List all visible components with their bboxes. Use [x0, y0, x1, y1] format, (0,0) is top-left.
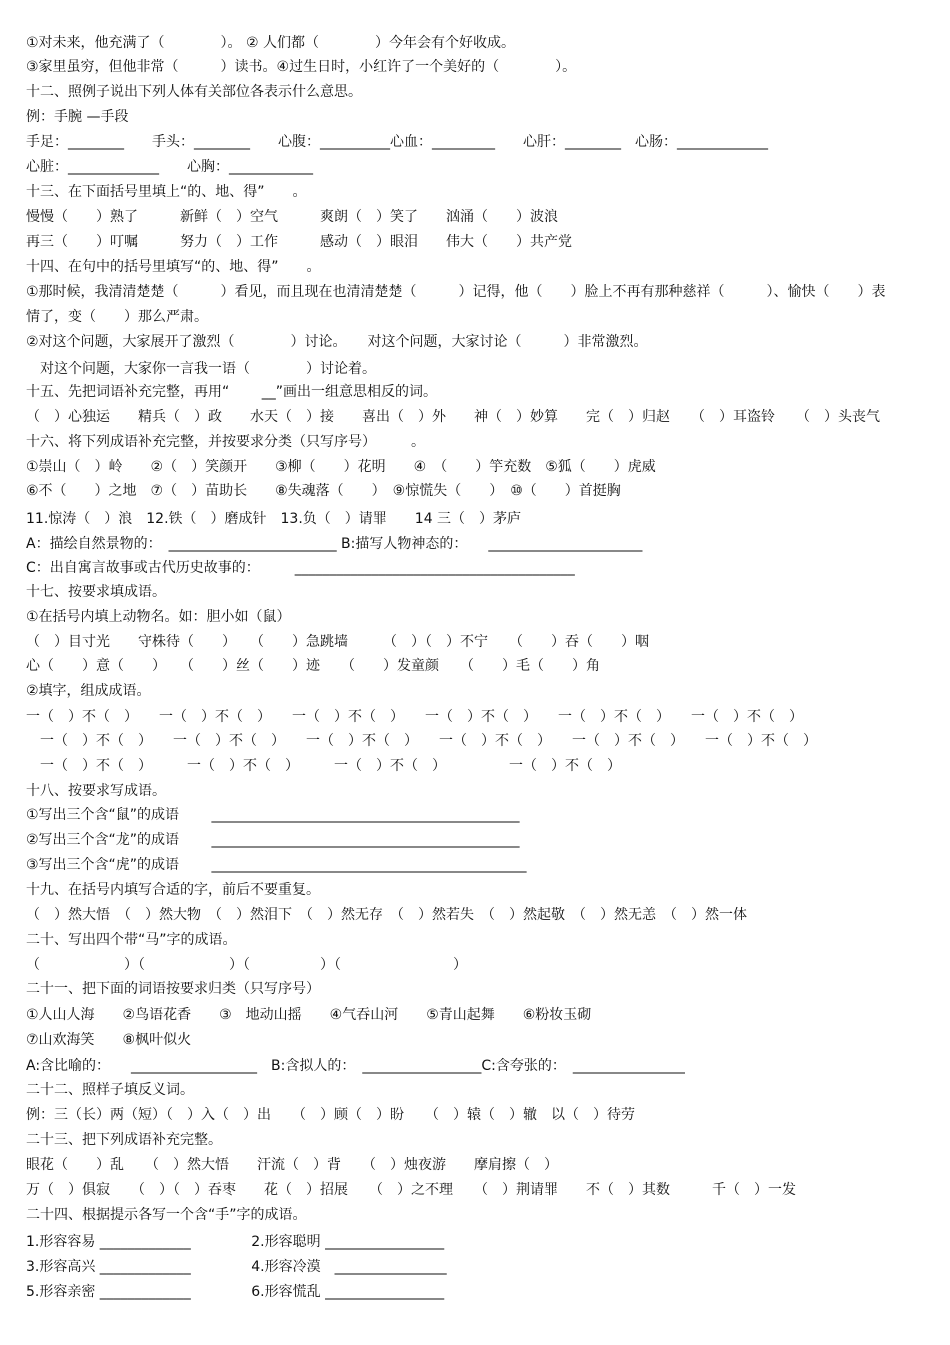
section-heading: 十二、照例子说出下列人体有关部位各表示什么意思。 — [26, 84, 362, 100]
text-line: ①对未来，他充满了（ ）。 ② 人们都（ ）今年会有个好收成。 — [26, 35, 515, 51]
text-line: 3.形容高兴 _____________ 4.形容冷漠 ________________ — [26, 1259, 447, 1275]
text-line: ②对这个问题，大家展开了激烈（ ）讨论。 对这个问题，大家讨论（ ）非常激烈。 — [26, 334, 648, 350]
section-heading: 二十二、照样子填反义词。 — [26, 1082, 194, 1098]
section-heading: 二十一、把下面的词语按要求归类（只写序号） — [26, 981, 320, 997]
section-heading: 十四、在句中的括号里填写“的、地、得” 。 — [26, 259, 321, 275]
text-line: ②填字，组成成语。 — [26, 683, 151, 699]
text-line: 再三（ ）叮嘱 努力（ ）工作 感动（ ）眼泪 伟大（ ）共产党 — [26, 234, 572, 250]
text-line: 例：手腕 —手段 — [26, 109, 129, 125]
section-heading: 十七、按要求填成语。 — [26, 584, 166, 600]
text-line: 心（ ）意（ ） （ ）丝（ ）迹 （ ）发童颜 （ ）毛（ ）角 — [26, 658, 600, 674]
text-line: 例：三（长）两（短）（ ）入（ ）出 （ ）顾（ ）盼 （ ）辕（ ）辙 以（ ）待劳 — [26, 1107, 635, 1123]
text-line: 对这个问题，大家你一言我一语（ ）讨论着。 — [26, 361, 376, 377]
text-line: C：出自寓言故事或古代历史故事的： ________________________________________ — [26, 560, 575, 576]
text-line: ⑥不（ ）之地 ⑦（ ）苗助长 ⑧失魂落（ ） ⑨惊慌失（ ） ⑩（ ）首挺胸 — [26, 483, 621, 499]
text-line: （ ）然大悟 （ ）然大物 （ ）然泪下 （ ）然无存 （ ）然若失 （ ）然起敬 （ ）然无恙 （ ）然一体 — [26, 907, 747, 923]
section-heading: 二十三、把下列成语补充完整。 — [26, 1132, 222, 1148]
text-line: A:含比喻的： __________________ B:含拟人的： _________________C:含夸张的： ________________ — [26, 1058, 685, 1074]
text-line: ⑦山欢海笑 ⑧枫叶似火 — [26, 1032, 192, 1048]
text-line: ①人山人海 ②鸟语花香 ③ 地动山摇 ④气吞山河 ⑤青山起舞 ⑥粉妆玉砌 — [26, 1007, 592, 1023]
section-heading: 二十四、根据提示各写一个含“手”字的成语。 — [26, 1207, 307, 1223]
text-line: 万（ ）俱寂 （ ）（ ）吞枣 花（ ）招展 （ ）之不理 （ ）荆请罪 不（ ）其数 千（ ）一发 — [26, 1182, 796, 1198]
section-heading: 十九、在括号内填写合适的字，前后不要重复。 — [26, 882, 320, 898]
text-line: 慢慢（ ）熟了 新鲜（ ）空气 爽朗（ ）笑了 汹涌（ ）波浪 — [26, 209, 558, 225]
section-heading: 十三、在下面括号里填上“的、地、得” 。 — [26, 184, 307, 200]
text-line: 心脏：_____________ 心胸：____________ — [26, 159, 313, 175]
text-line: 5.形容亲密 _____________ 6.形容慌乱 _________________ — [26, 1284, 445, 1300]
text-line: 手足：________ 手头：________ 心腹：__________心血：_________ 心肝：________ 心肠：_____________ — [26, 134, 768, 150]
text-line: ①那时候，我清清楚楚（ ）看见，而且现在也清清楚楚（ ）记得，他（ ）脸上不再有那种慈祥（ ）、愉快（ ）表 — [26, 284, 886, 300]
text-line: 1.形容容易 _____________ 2.形容聪明 _________________ — [26, 1234, 445, 1250]
text-line: 一（ ）不（ ） 一（ ）不（ ） 一（ ）不（ ） 一（ ）不（ ） — [26, 758, 621, 774]
text-line: 一（ ）不（ ） 一（ ）不（ ） 一（ ）不（ ） 一（ ）不（ ） 一（ ）不（ ） 一（ ）不（ ） — [26, 733, 817, 749]
text-line: （ ）心独运 精兵（ ）政 水天（ ）接 喜出（ ）外 神（ ）妙算 完（ ）归赵 （ ）耳盗铃 （ ）头丧气 — [26, 409, 880, 425]
text-line: ③家里虽穷，但他非常（ ）读书。④过生日时，小红许了一个美好的（ ）。 — [26, 59, 577, 75]
text-line: （ ）目寸光 守株待（ ） （ ）急跳墙 （ ）（ ）不宁 （ ）吞（ ）咽 — [26, 634, 649, 650]
text-line: ①写出三个含“鼠”的成语 ____________________________________________ — [26, 807, 520, 823]
section-heading: 十六、将下列成语补充完整，并按要求分类（只写序号） 。 — [26, 434, 425, 450]
section-heading: 十五、先把词语补充完整，再用“ __”画出一组意思相反的词。 — [26, 384, 437, 400]
text-line: ①崇山（ ）岭 ②（ ）笑颜开 ③柳（ ）花明 ④ （ ）竽充数 ⑤狐（ ）虎威 — [26, 459, 656, 475]
text-line: ①在括号内填上动物名。如：胆小如（鼠） — [26, 609, 291, 625]
section-heading: 十八、按要求写成语。 — [26, 783, 166, 799]
text-line: 情了，变（ ）那么严肃。 — [26, 309, 208, 325]
text-line: （ ）（ ）（ ）（ ） — [26, 957, 467, 973]
text-line: 眼花（ ）乱 （ ）然大悟 汗流（ ）背 （ ）烛夜游 摩肩擦（ ） — [26, 1157, 558, 1173]
section-heading: 二十、写出四个带“马”字的成语。 — [26, 932, 237, 948]
text-line: ②写出三个含“龙”的成语 ____________________________________________ — [26, 832, 520, 848]
text-line: A：描绘自然景物的： ________________________ B:描写人物神态的： ______________________ — [26, 536, 643, 552]
text-line: ③写出三个含“虎”的成语 _____________________________________________ — [26, 857, 527, 873]
text-line: 11.惊涛（ ）浪 12.铁（ ）磨成针 13.负（ ）请罪 14 三（ ）茅庐 — [26, 511, 522, 527]
text-line: 一（ ）不（ ） 一（ ）不（ ） 一（ ）不（ ） 一（ ）不（ ） 一（ ）不（ ） 一（ ）不（ ） — [26, 709, 803, 725]
